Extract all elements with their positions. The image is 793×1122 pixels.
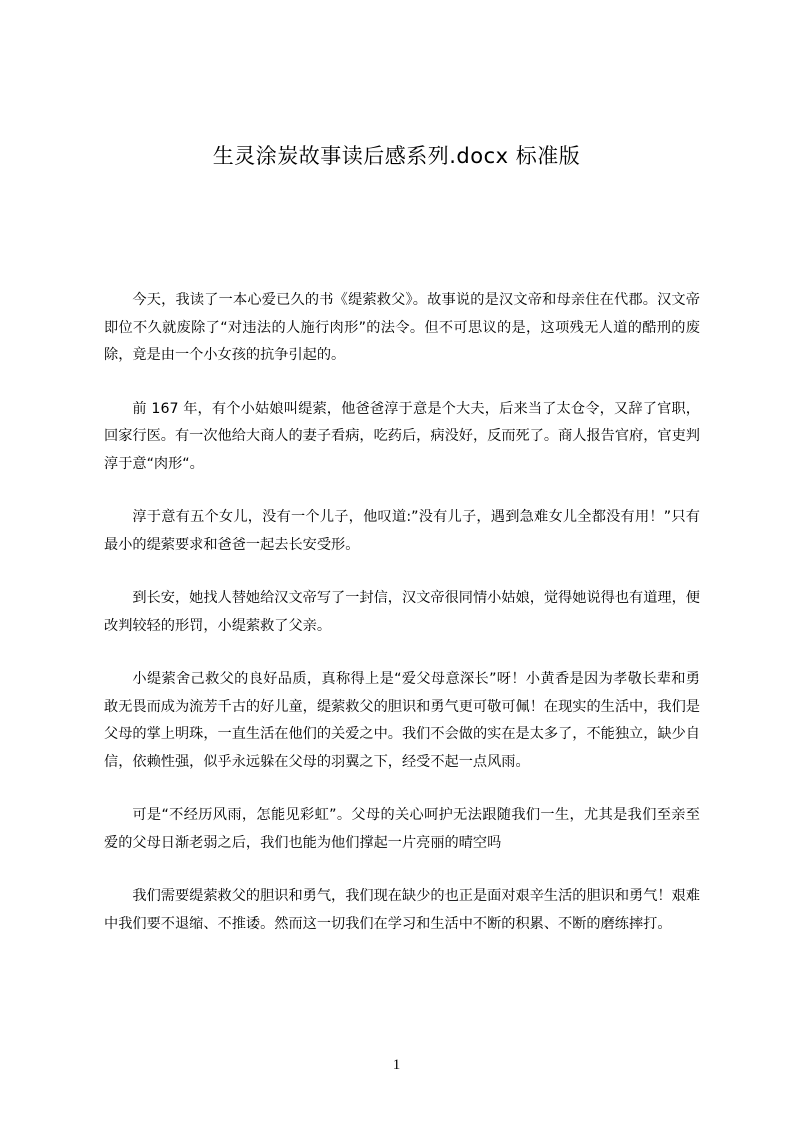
- document-body: [104, 287, 700, 964]
- paragraph-1: 今天，我读了一本心爱已久的书《缇萦救父》。故事说的是汉文帝和母亲住在代郡。汉文帝即位不久就废除了“对违法的人施行肉形”的法令。但不可思议的是，这项残无人道的酷刑的废除，竟是由一个小女孩的抗争引起的。: [104, 292, 700, 363]
- page-number: 1: [392, 1057, 401, 1073]
- paragraph-6: 可是“不经历风雨，怎能见彩虹”。父母的关心呵护无法跟随我们一生，尤其是我们至亲至爱的父母日渐老弱之后，我们也能为他们撑起一片亮丽的晴空吗: [104, 807, 700, 851]
- paragraph-4: 到长安，她找人替她给汉文帝写了一封信，汉文帝很同情小姑娘，觉得她说得也有道理，便改判较轻的形罚，小缇萦救了父亲。: [104, 590, 700, 634]
- paragraph-3: 淳于意有五个女儿，没有一个儿子，他叹道:”没有儿子，遇到急难女儿全都没有用！”只有最小的缇萦要求和爸爸一起去长安受形。: [104, 509, 700, 553]
- document-title: 生灵涂炭故事读后感系列.docx 标准版: [212, 144, 581, 168]
- paragraph-5: 小缇萦舍己救父的良好品质，真称得上是“爱父母意深长”呀！小黄香是因为孝敬长辈和勇敢无畏而成为流芳千古的好儿童，缇萦救父的胆识和勇气更可敬可佩！在现实的生活中，我们是父母的掌上明珠，一直生活在他们的关爱之中。我们不会做的实在是太多了，不能独立，缺少自信，依赖性强，似乎永远躲在父母的羽翼之下，经受不起一点风雨。: [104, 671, 700, 770]
- paragraph-2: 前 167 年，有个小姑娘叫缇萦，他爸爸淳于意是个大夫，后来当了太仓令，又辞了官职，回家行医。有一次他给大商人的妻子看病，吃药后，病没好，反而死了。商人报告官府，官吏判淳于意“肉形“。: [104, 400, 700, 472]
- paragraph-7: 我们需要缇萦救父的胆识和勇气，我们现在缺少的也正是面对艰辛生活的胆识和勇气！艰难中我们要不退缩、不推诿。然而这一切我们在学习和生活中不断的积累、不断的磨练摔打。: [104, 888, 700, 932]
